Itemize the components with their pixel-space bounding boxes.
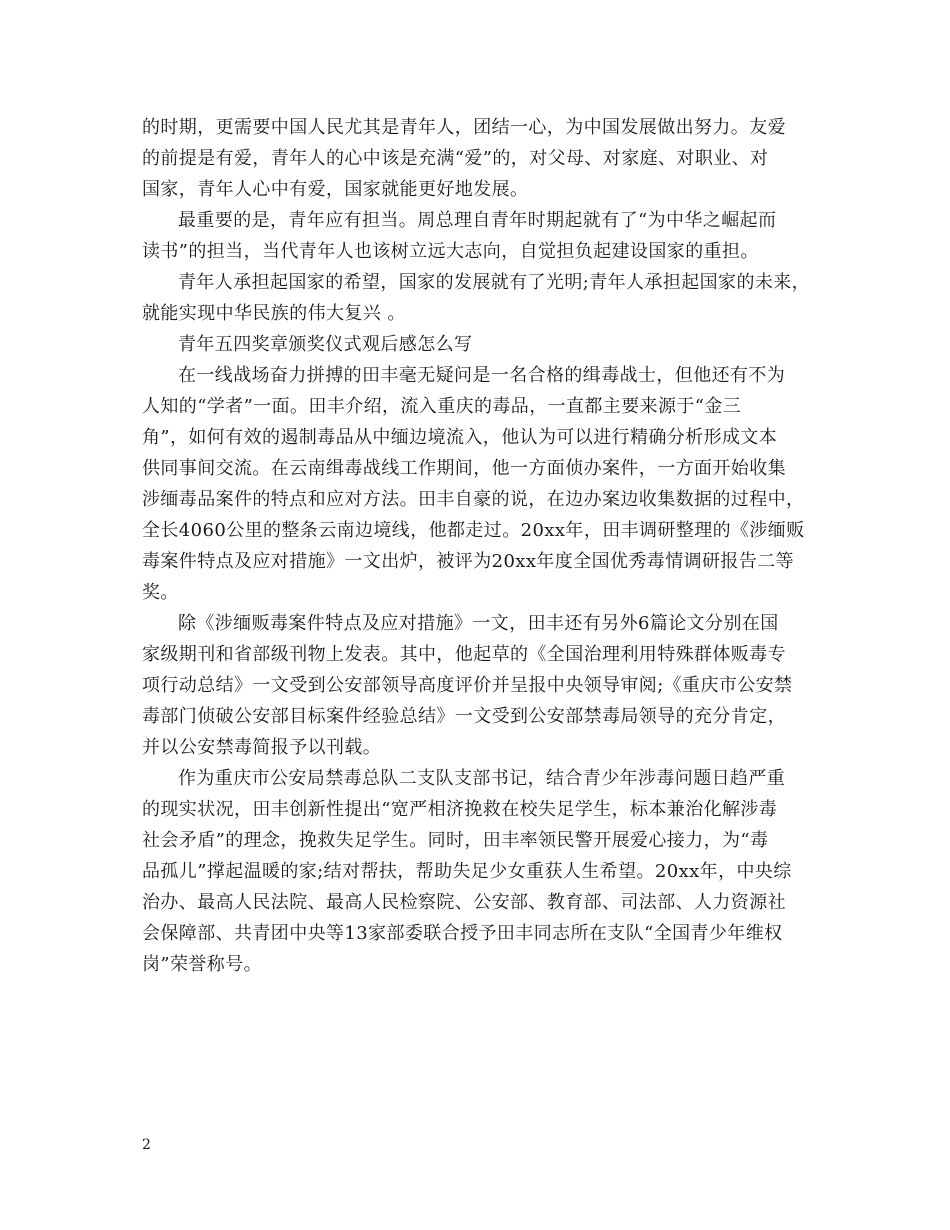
text-line: 毒部门侦破公安部目标案件经验总结》一文受到公安部禁毒局领导的充分肯定，: [142, 706, 786, 727]
text-line: 作为重庆市公安局禁毒总队二支队支部书记，结合青少年涉毒问题日趋严重: [178, 768, 786, 789]
text-line: 社会矛盾”的理念，挽救失足学生。同时，田丰率领民警开展爱心接力，为“毒: [142, 830, 769, 851]
text-line: 品孤儿”撑起温暖的家;结对帮扶，帮助失足少女重获人生希望。20xx年，中央综: [142, 861, 792, 882]
text-line: 最重要的是，青年应有担当。周总理自青年时期起就有了“为中华之崛起而: [178, 210, 777, 231]
text-line: 在一线战场奋力拼搏的田丰毫无疑问是一名合格的缉毒战士，但他还有不为: [178, 365, 786, 386]
text-line: 的前提是有爱，青年人的心中该是充满“爱”的，对父母、对家庭、对职业、对: [142, 148, 769, 169]
text-line: 奖。: [142, 582, 179, 603]
text-line: 读书”的担当，当代青年人也该树立远大志向，自觉担负起建设国家的重担。: [142, 241, 759, 262]
text-line: 青年五四奖章颁奖仪式观后感怎么写: [178, 334, 473, 355]
text-line: 的时期，更需要中国人民尤其是青年人，团结一心，为中国发展做出努力。友爱: [142, 117, 786, 138]
text-line: 供同事间交流。在云南缉毒战线工作期间，他一方面侦办案件，一方面开始收集: [142, 458, 786, 479]
text-line: 家级期刊和省部级刊物上发表。其中，他起草的《全国治理利用特殊群体贩毒专: [142, 644, 786, 665]
page-number: 2: [142, 1137, 151, 1153]
text-line: 的现实状况，田丰创新性提出“宽严相济挽救在校失足学生，标本兼治化解涉毒: [142, 799, 778, 820]
text-line: 会保障部、共青团中央等13家部委联合授予田丰同志所在支队“全国青少年维权: [142, 923, 783, 944]
text-line: 全长4060公里的整条云南边境线，他都走过。20xx年，田丰调研整理的《涉缅贩: [142, 520, 805, 541]
text-line: 角”，如何有效的遏制毒品从中缅边境流入，他认为可以进行精确分析形成文本: [142, 427, 778, 448]
text-line: 人知的“学者”一面。田丰介绍，流入重庆的毒品，一直都主要来源于“金三: [142, 396, 742, 417]
text-line: 国家，青年人心中有爱，国家就能更好地发展。: [142, 179, 529, 200]
text-line: 毒案件特点及应对措施》一文出炉，被评为20xx年度全国优秀毒情调研报告二等: [142, 551, 795, 572]
text-line: 治办、最高人民法院、最高人民检察院、公安部、教育部、司法部、人力资源社: [142, 892, 786, 913]
text-line: 除《涉缅贩毒案件特点及应对措施》一文，田丰还有另外6篇论文分别在国: [178, 613, 779, 634]
text-line: 青年人承担起国家的希望，国家的发展就有了光明;青年人承担起国家的未来，: [178, 272, 811, 293]
text-line: 岗”荣誉称号。: [142, 954, 263, 975]
document-body: [142, 112, 828, 980]
text-line: 项行动总结》一文受到公安部领导高度评价并呈报中央领导审阅;《重庆市公安禁: [142, 675, 793, 696]
text-line: 涉缅毒品案件的特点和应对方法。田丰自豪的说，在边办案边收集数据的过程中，: [142, 489, 805, 510]
text-line: 并以公安禁毒简报予以刊载。: [142, 737, 382, 758]
text-line: 就能实现中华民族的伟大复兴 。: [142, 303, 406, 324]
